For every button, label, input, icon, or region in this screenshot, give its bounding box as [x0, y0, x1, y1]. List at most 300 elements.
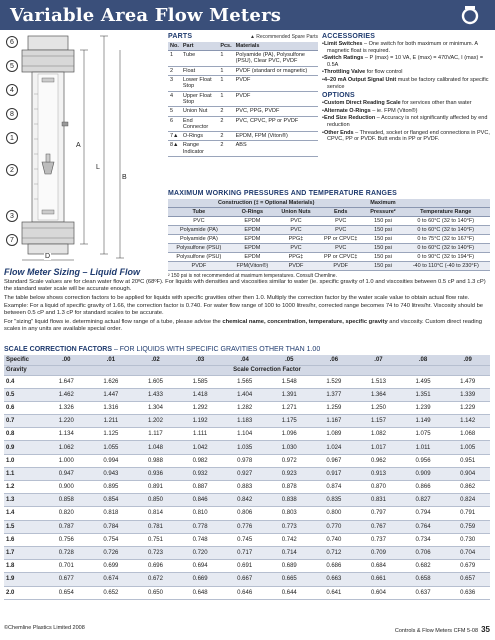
- dim-l-label: L: [96, 164, 100, 171]
- col-materials: Materials: [234, 42, 318, 51]
- doc-ref: Controls & Flow Meters CFM 5-08 35: [394, 625, 490, 634]
- correction-factor-cell: 0.824: [445, 494, 490, 507]
- correction-factor-cell: 0.730: [445, 533, 490, 546]
- table-cell: PVC, CPVC, PP or PVDF: [234, 116, 318, 132]
- correction-factor-cell: 1.134: [44, 428, 89, 441]
- table-row: [168, 132, 318, 141]
- table-cell: 0 to 60°C (32 to 140°F): [402, 217, 491, 226]
- correction-factor-cell: 1.250: [356, 401, 401, 414]
- correction-factor-cell: 1.565: [222, 375, 267, 388]
- correction-section: [4, 346, 490, 600]
- table-row: [4, 441, 490, 454]
- correction-factor-cell: 0.838: [267, 494, 312, 507]
- correction-factor-cell: 0.672: [133, 573, 178, 586]
- correction-factor-cell: 0.831: [356, 494, 401, 507]
- table-cell: 7▲: [168, 132, 181, 141]
- table-row: [168, 244, 490, 253]
- correction-factor-cell: 0.699: [89, 560, 134, 573]
- correction-factor-cell: 0.682: [401, 560, 446, 573]
- table-cell: 2: [218, 107, 233, 116]
- sizing-paragraph-3: For "sizing" liquid flows ie. determining actual flow range of a tube, please advise the chemical name, concentration, temperature, specific gravity and viscosity. Custom direct reading scales in any units are available special order.: [4, 319, 482, 333]
- correction-factor-cell: 1.351: [401, 388, 446, 401]
- scf-header: Scale Correction Factor: [44, 365, 490, 375]
- correction-factor-cell: 0.728: [44, 546, 89, 559]
- correction-factor-cell: 0.936: [133, 467, 178, 480]
- correction-factor-cell: 1.548: [267, 375, 312, 388]
- specific-gravity-cell: 1.2: [4, 481, 44, 494]
- table-cell: PVC, PPG, PVDF: [234, 107, 318, 116]
- correction-factor-cell: 0.748: [178, 533, 223, 546]
- correction-factor-cell: 1.142: [445, 415, 490, 428]
- table-cell: 1: [168, 51, 181, 67]
- correction-factor-cell: 0.644: [267, 586, 312, 599]
- list-item: •Switch Ratings – P (max) = 10 VA, E (max) = 470VAC, I (max) = 0.5A: [322, 55, 484, 68]
- correction-factor-cell: 0.814: [133, 507, 178, 520]
- table-cell: EPDM, FPM (Viton®): [234, 132, 318, 141]
- table-cell: 6: [168, 116, 181, 132]
- dim-a-label: A: [76, 142, 81, 149]
- specific-gravity-cell: 1.9: [4, 573, 44, 586]
- correction-factor-cell: 0.923: [267, 467, 312, 480]
- sizing-paragraph-2: The table below shows correction factors to be applied for liquids with specific gravities other then 1.0. Multiply the correction factor by the water scale value to obtain actual flow rate. Example: For a liquid of specific gravity of 1.66, the correction factor is 0.740. For water flow range of 100 to 1000 litres/hr, corrected range becomes 74 to 740 litres/hr. Viscosity should be between 0.5 cP and 1.3 cP for standard scales to be accurate.: [4, 295, 484, 316]
- table-cell: Float: [181, 66, 218, 75]
- correction-factor-cell: 1.211: [89, 415, 134, 428]
- correction-factor-cell: 1.391: [267, 388, 312, 401]
- pressure-section: [168, 190, 488, 279]
- correction-factor-cell: 1.447: [89, 388, 134, 401]
- correction-factor-cell: 0.756: [44, 533, 89, 546]
- table-row: [168, 217, 490, 226]
- correction-factor-cell: 0.669: [178, 573, 223, 586]
- correction-factor-cell: 0.972: [267, 454, 312, 467]
- table-row: [168, 226, 490, 235]
- correction-factor-cell: 0.781: [133, 520, 178, 533]
- item-text: for flow control: [365, 69, 403, 76]
- item-label: Limit Switches: [323, 41, 363, 47]
- list-item: •Alternate O-Rings – ie. FPM (Viton®): [322, 107, 418, 114]
- table-row: [168, 51, 318, 67]
- col-pressure: Pressure²: [364, 208, 401, 217]
- table-row: [4, 520, 490, 533]
- item-label: Throttling Valve: [323, 69, 366, 76]
- pressure-title: MAXIMUM WORKING PRESSURES AND TEMPERATURE RANGES: [168, 190, 397, 197]
- list-item: •Other Ends – Threaded, socket or flanged end connections in PVC, CPVC, PP or PVDF. Butt ends in PP or PVDF.: [322, 129, 490, 143]
- correction-factor-cell: 0.791: [445, 507, 490, 520]
- correction-factor-cell: 0.947: [44, 467, 89, 480]
- scf-column-header: .00: [44, 355, 89, 365]
- correction-factor-cell: 0.686: [312, 560, 357, 573]
- table-cell: ABS: [234, 141, 318, 157]
- item-label: Custom Direct Reading Scale: [323, 100, 401, 107]
- correction-factor-cell: 1.017: [356, 441, 401, 454]
- correction-factor-cell: 1.192: [178, 415, 223, 428]
- scf-column-header: .01: [89, 355, 134, 365]
- item-text: – One switch for both maximum or minimum. A magnetic float is required.: [327, 41, 478, 54]
- correction-factor-cell: 0.691: [222, 560, 267, 573]
- options-list: [322, 100, 490, 143]
- correction-factor-cell: 0.887: [178, 481, 223, 494]
- sizing-paragraph-1: Standard Scale values are for clean water flow at 20ºC (68ºF). For liquids with densities and viscosities similar to water (ie. specific gravity of 1.0 and viscosities between 0.5 cP and 1.3 cP) the standard water scale will be accurate enough.: [4, 279, 486, 293]
- correction-factor-cell: 1.433: [133, 388, 178, 401]
- correction-factor-cell: 0.927: [222, 467, 267, 480]
- table-cell: 150 psi: [364, 244, 401, 253]
- specific-gravity-cell: 1.4: [4, 507, 44, 520]
- specific-gravity-cell: 1.0: [4, 454, 44, 467]
- col-ends: Ends: [317, 208, 364, 217]
- correction-factor-cell: 0.674: [89, 573, 134, 586]
- list-item: •4–20 mA Output Signal Unit must be factory calibrated for specific service: [322, 76, 489, 90]
- table-cell: Polyamide (PA): [168, 226, 230, 235]
- correction-factor-cell: 0.784: [89, 520, 134, 533]
- correction-factor-cell: 0.913: [356, 467, 401, 480]
- sizing-section: [4, 267, 490, 334]
- correction-factor-cell: 0.770: [312, 520, 357, 533]
- correction-factor-cell: 1.202: [133, 415, 178, 428]
- scf-column-header: .03: [178, 355, 223, 365]
- accessories-list: [322, 41, 490, 90]
- correction-factor-cell: 1.529: [312, 375, 357, 388]
- correction-factor-cell: 0.874: [312, 481, 357, 494]
- item-text: – P (max) = 10 VA, E (max) = 470VAC, I (max) = 0.5A: [327, 55, 484, 68]
- correction-factor-cell: 0.904: [445, 467, 490, 480]
- correction-factor-cell: 0.917: [312, 467, 357, 480]
- correction-factor-cell: 0.846: [178, 494, 223, 507]
- sizing-title: Flow Meter Sizing – Liquid Flow: [4, 267, 140, 277]
- table-row: [4, 401, 490, 414]
- list-item: •Throttling Valve for flow control: [322, 69, 403, 76]
- table-row: [4, 467, 490, 480]
- table-cell: 2: [218, 141, 233, 157]
- correction-factor-cell: 0.854: [89, 494, 134, 507]
- table-cell: O-Rings: [181, 132, 218, 141]
- table-cell: 2: [168, 66, 181, 75]
- correction-factor-cell: 1.125: [89, 428, 134, 441]
- correction-factor-cell: 1.377: [312, 388, 357, 401]
- correction-factor-cell: 0.778: [178, 520, 223, 533]
- correction-factor-cell: 0.696: [133, 560, 178, 573]
- table-cell: 1: [218, 51, 233, 67]
- correction-factor-cell: 0.694: [178, 560, 223, 573]
- callout-7: 7: [6, 234, 18, 246]
- correction-factor-cell: 1.585: [178, 375, 223, 388]
- table-row: [4, 415, 490, 428]
- table-cell: 3: [168, 75, 181, 91]
- table-row: [4, 507, 490, 520]
- table-cell: Range Indicator: [181, 141, 218, 157]
- flow-meter-drawing: [4, 34, 159, 262]
- correction-factor-cell: 0.667: [222, 573, 267, 586]
- correction-factor-cell: 1.096: [267, 428, 312, 441]
- page-footer: [4, 625, 490, 634]
- maximum-header: Maximum: [364, 199, 401, 208]
- table-row: [4, 586, 490, 599]
- scf-column-header: .08: [401, 355, 446, 365]
- table-row: [168, 235, 490, 244]
- correction-factor-cell: 0.742: [267, 533, 312, 546]
- table-cell: EPDM: [230, 244, 275, 253]
- table-cell: Polysulfone (PSU): [168, 253, 230, 262]
- chemline-omega-logo-icon: [459, 4, 481, 26]
- correction-factor-cell: 1.089: [312, 428, 357, 441]
- correction-factor-cell: 0.988: [133, 454, 178, 467]
- callout-6: 6: [6, 36, 18, 48]
- table-cell: Union Nut: [181, 107, 218, 116]
- correction-factor-cell: 0.797: [356, 507, 401, 520]
- correction-factor-cell: 0.726: [89, 546, 134, 559]
- table-row: [168, 253, 490, 262]
- table-cell: PPG‡: [275, 235, 317, 244]
- correction-factor-cell: 0.661: [356, 573, 401, 586]
- correction-factor-cell: 0.712: [312, 546, 357, 559]
- table-cell: 0 to 60°C (32 to 140°F): [402, 226, 491, 235]
- table-row: [4, 428, 490, 441]
- table-cell: 0 to 90°C (32 to 194°F): [402, 253, 491, 262]
- correction-factor-cell: 0.803: [267, 507, 312, 520]
- correction-factor-cell: 0.684: [356, 560, 401, 573]
- table-cell: PVDF: [275, 262, 317, 271]
- callout-1: 1: [6, 132, 18, 144]
- col-tube: Tube: [168, 208, 230, 217]
- correction-factor-cell: 1.626: [89, 375, 134, 388]
- correction-factor-cell: 1.316: [89, 401, 134, 414]
- specific-gravity-cell: 1.3: [4, 494, 44, 507]
- correction-factor-cell: 1.062: [44, 441, 89, 454]
- table-cell: PVC: [275, 244, 317, 253]
- parts-section: [168, 33, 318, 157]
- options-title: OPTIONS: [322, 92, 355, 100]
- correction-factor-cell: 0.636: [445, 586, 490, 599]
- table-cell: EPDM: [230, 217, 275, 226]
- table-row: [4, 375, 490, 388]
- correction-factor-cell: 1.117: [133, 428, 178, 441]
- correction-factor-cell: 0.810: [178, 507, 223, 520]
- construction-header: Construction (‡ = Optional Materials): [168, 199, 364, 208]
- correction-factor-cell: 1.167: [312, 415, 357, 428]
- table-cell: 1: [218, 66, 233, 75]
- table-cell: 4: [168, 91, 181, 107]
- table-cell: PVC: [275, 217, 317, 226]
- correction-factor-cell: 0.723: [133, 546, 178, 559]
- page-number: 35: [481, 625, 490, 634]
- correction-factor-cell: 0.891: [133, 481, 178, 494]
- col-temp-range: Temperature Range: [402, 208, 491, 217]
- table-row: [168, 66, 318, 75]
- correction-factor-cell: 0.701: [44, 560, 89, 573]
- correction-factor-cell: 1.104: [222, 428, 267, 441]
- correction-factor-cell: 0.737: [356, 533, 401, 546]
- specific-header: Specific: [4, 355, 44, 365]
- parts-title: PARTS: [168, 33, 193, 40]
- correction-factor-cell: 0.764: [401, 520, 446, 533]
- correction-factor-cell: 1.513: [356, 375, 401, 388]
- col-part: Part: [181, 42, 218, 51]
- correction-factor-cell: 0.754: [89, 533, 134, 546]
- col-no: No.: [170, 43, 179, 49]
- item-label: Alternate O-Rings: [323, 107, 371, 114]
- correction-factor-cell: 0.842: [222, 494, 267, 507]
- correction-factor-cell: 0.745: [222, 533, 267, 546]
- correction-factor-cell: 0.714: [267, 546, 312, 559]
- table-cell: 150 psi: [364, 235, 401, 244]
- correction-factor-cell: 0.878: [267, 481, 312, 494]
- table-cell: End Connector: [181, 116, 218, 132]
- correction-factor-cell: 1.326: [44, 401, 89, 414]
- specific-gravity-cell: 1.1: [4, 467, 44, 480]
- table-row: [4, 454, 490, 467]
- table-row: [168, 116, 318, 132]
- item-text: for services other than water: [400, 100, 472, 107]
- table-cell: PVDF (standard or magnetic): [234, 66, 318, 75]
- col-pcs: Pcs.: [220, 43, 232, 49]
- scf-column-header: .05: [267, 355, 312, 365]
- table-cell: PVDF: [168, 262, 230, 271]
- correction-factor-cell: 1.035: [222, 441, 267, 454]
- correction-factor-cell: 0.866: [401, 481, 446, 494]
- table-cell: PVC: [317, 244, 364, 253]
- correction-factor-cell: 1.175: [267, 415, 312, 428]
- table-cell: FPM(Viton®): [230, 262, 275, 271]
- correction-factor-cell: 1.042: [178, 441, 223, 454]
- table-cell: 150 psi: [364, 253, 401, 262]
- correction-factor-cell: 0.827: [401, 494, 446, 507]
- specific-gravity-cell: 0.8: [4, 428, 44, 441]
- item-label: 4–20 mA Output Signal Unit: [323, 76, 397, 83]
- specific-gravity-cell: 0.5: [4, 388, 44, 401]
- table-cell: 2: [218, 132, 233, 141]
- correction-factor-cell: 0.806: [222, 507, 267, 520]
- table-row: [168, 75, 318, 91]
- correction-factor-cell: 1.183: [222, 415, 267, 428]
- callout-8: 8: [6, 108, 18, 120]
- correction-factor-cell: 1.304: [133, 401, 178, 414]
- correction-factor-cell: 0.709: [356, 546, 401, 559]
- table-cell: EPDM: [230, 253, 275, 262]
- table-cell: -40 to 110°C (-40 to 230°F): [402, 262, 491, 271]
- correction-factor-cell: 1.495: [401, 375, 446, 388]
- correction-factor-cell: 1.011: [401, 441, 446, 454]
- correction-factor-cell: 0.734: [401, 533, 446, 546]
- correction-factor-cell: 1.339: [445, 388, 490, 401]
- correction-factor-cell: 0.909: [401, 467, 446, 480]
- table-cell: EPDM: [230, 226, 275, 235]
- correction-factor-cell: 0.740: [312, 533, 357, 546]
- correction-factor-cell: 1.271: [267, 401, 312, 414]
- correction-factor-cell: 0.637: [401, 586, 446, 599]
- correction-factor-cell: 0.641: [312, 586, 357, 599]
- correction-factor-cell: 1.111: [178, 428, 223, 441]
- correction-factor-cell: 0.967: [312, 454, 357, 467]
- correction-factor-cell: 0.773: [267, 520, 312, 533]
- dim-d-label: D: [45, 253, 51, 260]
- correction-factor-cell: 1.030: [267, 441, 312, 454]
- correction-factor-cell: 1.082: [356, 428, 401, 441]
- pressure-footnote: ² 150 psi is not recommended at maximum temperatures. Consult Chemline.: [168, 273, 337, 279]
- correction-factor-cell: 0.677: [44, 573, 89, 586]
- item-text: – Accuracy is not significantly affected by end reduction: [327, 115, 488, 128]
- specific-gravity-cell: 0.6: [4, 401, 44, 414]
- correction-factor-cell: 0.895: [89, 481, 134, 494]
- list-item: •Custom Direct Reading Scale for services other than water: [322, 100, 472, 107]
- callout-5: 5: [6, 60, 18, 72]
- parts-table: [168, 42, 318, 157]
- table-row: [168, 91, 318, 107]
- correction-factor-cell: 0.794: [401, 507, 446, 520]
- table-cell: PVC: [168, 217, 230, 226]
- correction-factor-cell: 0.663: [312, 573, 357, 586]
- table-cell: 150 psi: [364, 226, 401, 235]
- spare-parts-note: ▲ Recommended Spare Parts: [249, 34, 318, 40]
- correction-factor-cell: 1.000: [44, 454, 89, 467]
- correction-factor-cell: 1.239: [401, 401, 446, 414]
- correction-factor-cell: 1.005: [445, 441, 490, 454]
- item-label: Switch Ratings: [323, 55, 364, 62]
- correction-factor-cell: 0.820: [44, 507, 89, 520]
- copyright: ©Chemline Plastics Limited 2008: [4, 625, 85, 631]
- table-row: [4, 388, 490, 401]
- correction-factor-cell: 1.605: [133, 375, 178, 388]
- table-cell: 150 psi: [364, 262, 401, 271]
- correction-factor-cell: 0.883: [222, 481, 267, 494]
- correction-factor-cell: 0.751: [133, 533, 178, 546]
- correction-title: SCALE CORRECTION FACTORS – FOR LIQUIDS WITH SPECIFIC GRAVITIES OTHER THAN 1.00: [4, 346, 321, 353]
- correction-factor-cell: 0.951: [445, 454, 490, 467]
- table-cell: 0 to 75°C (32 to 167°F): [402, 235, 491, 244]
- page-title: Variable Area Flow Meters: [10, 4, 282, 26]
- correction-factor-cell: 1.282: [222, 401, 267, 414]
- col-orings: O-Rings: [230, 208, 275, 217]
- correction-factor-cell: 0.962: [356, 454, 401, 467]
- correction-factor-cell: 0.850: [133, 494, 178, 507]
- correction-factor-cell: 0.978: [222, 454, 267, 467]
- table-cell: PP or CPVC‡: [317, 235, 364, 244]
- correction-factor-cell: 0.657: [445, 573, 490, 586]
- table-cell: 8▲: [168, 141, 181, 157]
- title-banner: [0, 0, 495, 30]
- scf-column-header: .04: [222, 355, 267, 365]
- correction-factor-cell: 1.259: [312, 401, 357, 414]
- correction-factor-cell: 0.759: [445, 520, 490, 533]
- table-cell: Polyamide (PA): [168, 235, 230, 244]
- table-row: [4, 481, 490, 494]
- correction-factor-cell: 1.647: [44, 375, 89, 388]
- specific-gravity-cell: 2.0: [4, 586, 44, 599]
- correction-factor-cell: 1.418: [178, 388, 223, 401]
- correction-factor-cell: 0.787: [44, 520, 89, 533]
- correction-factor-cell: 1.149: [401, 415, 446, 428]
- correction-factor-cell: 0.900: [44, 481, 89, 494]
- table-cell: 0 to 60°C (32 to 140°F): [402, 244, 491, 253]
- correction-factor-cell: 1.462: [44, 388, 89, 401]
- correction-factor-cell: 0.604: [356, 586, 401, 599]
- table-cell: PP or CPVC‡: [317, 253, 364, 262]
- callout-4: 4: [6, 84, 18, 96]
- table-cell: 1: [218, 75, 233, 91]
- table-cell: PVDF: [234, 91, 318, 107]
- correction-factor-cell: 0.646: [222, 586, 267, 599]
- item-text: must be factory calibrated for specific service: [327, 76, 489, 90]
- correction-factor-cell: 0.704: [445, 546, 490, 559]
- col-union-nuts: Union Nuts: [275, 208, 317, 217]
- table-row: [4, 533, 490, 546]
- list-item: •Limit Switches – One switch for both maximum or minimum. A magnetic float is required.: [322, 41, 478, 54]
- correction-factor-cell: 1.220: [44, 415, 89, 428]
- specific-gravity-cell: 1.6: [4, 533, 44, 546]
- correction-factor-cell: 0.956: [401, 454, 446, 467]
- correction-factor-cell: 0.818: [89, 507, 134, 520]
- correction-factor-cell: 0.654: [44, 586, 89, 599]
- scf-column-header: .06: [312, 355, 357, 365]
- correction-factor-cell: 1.404: [222, 388, 267, 401]
